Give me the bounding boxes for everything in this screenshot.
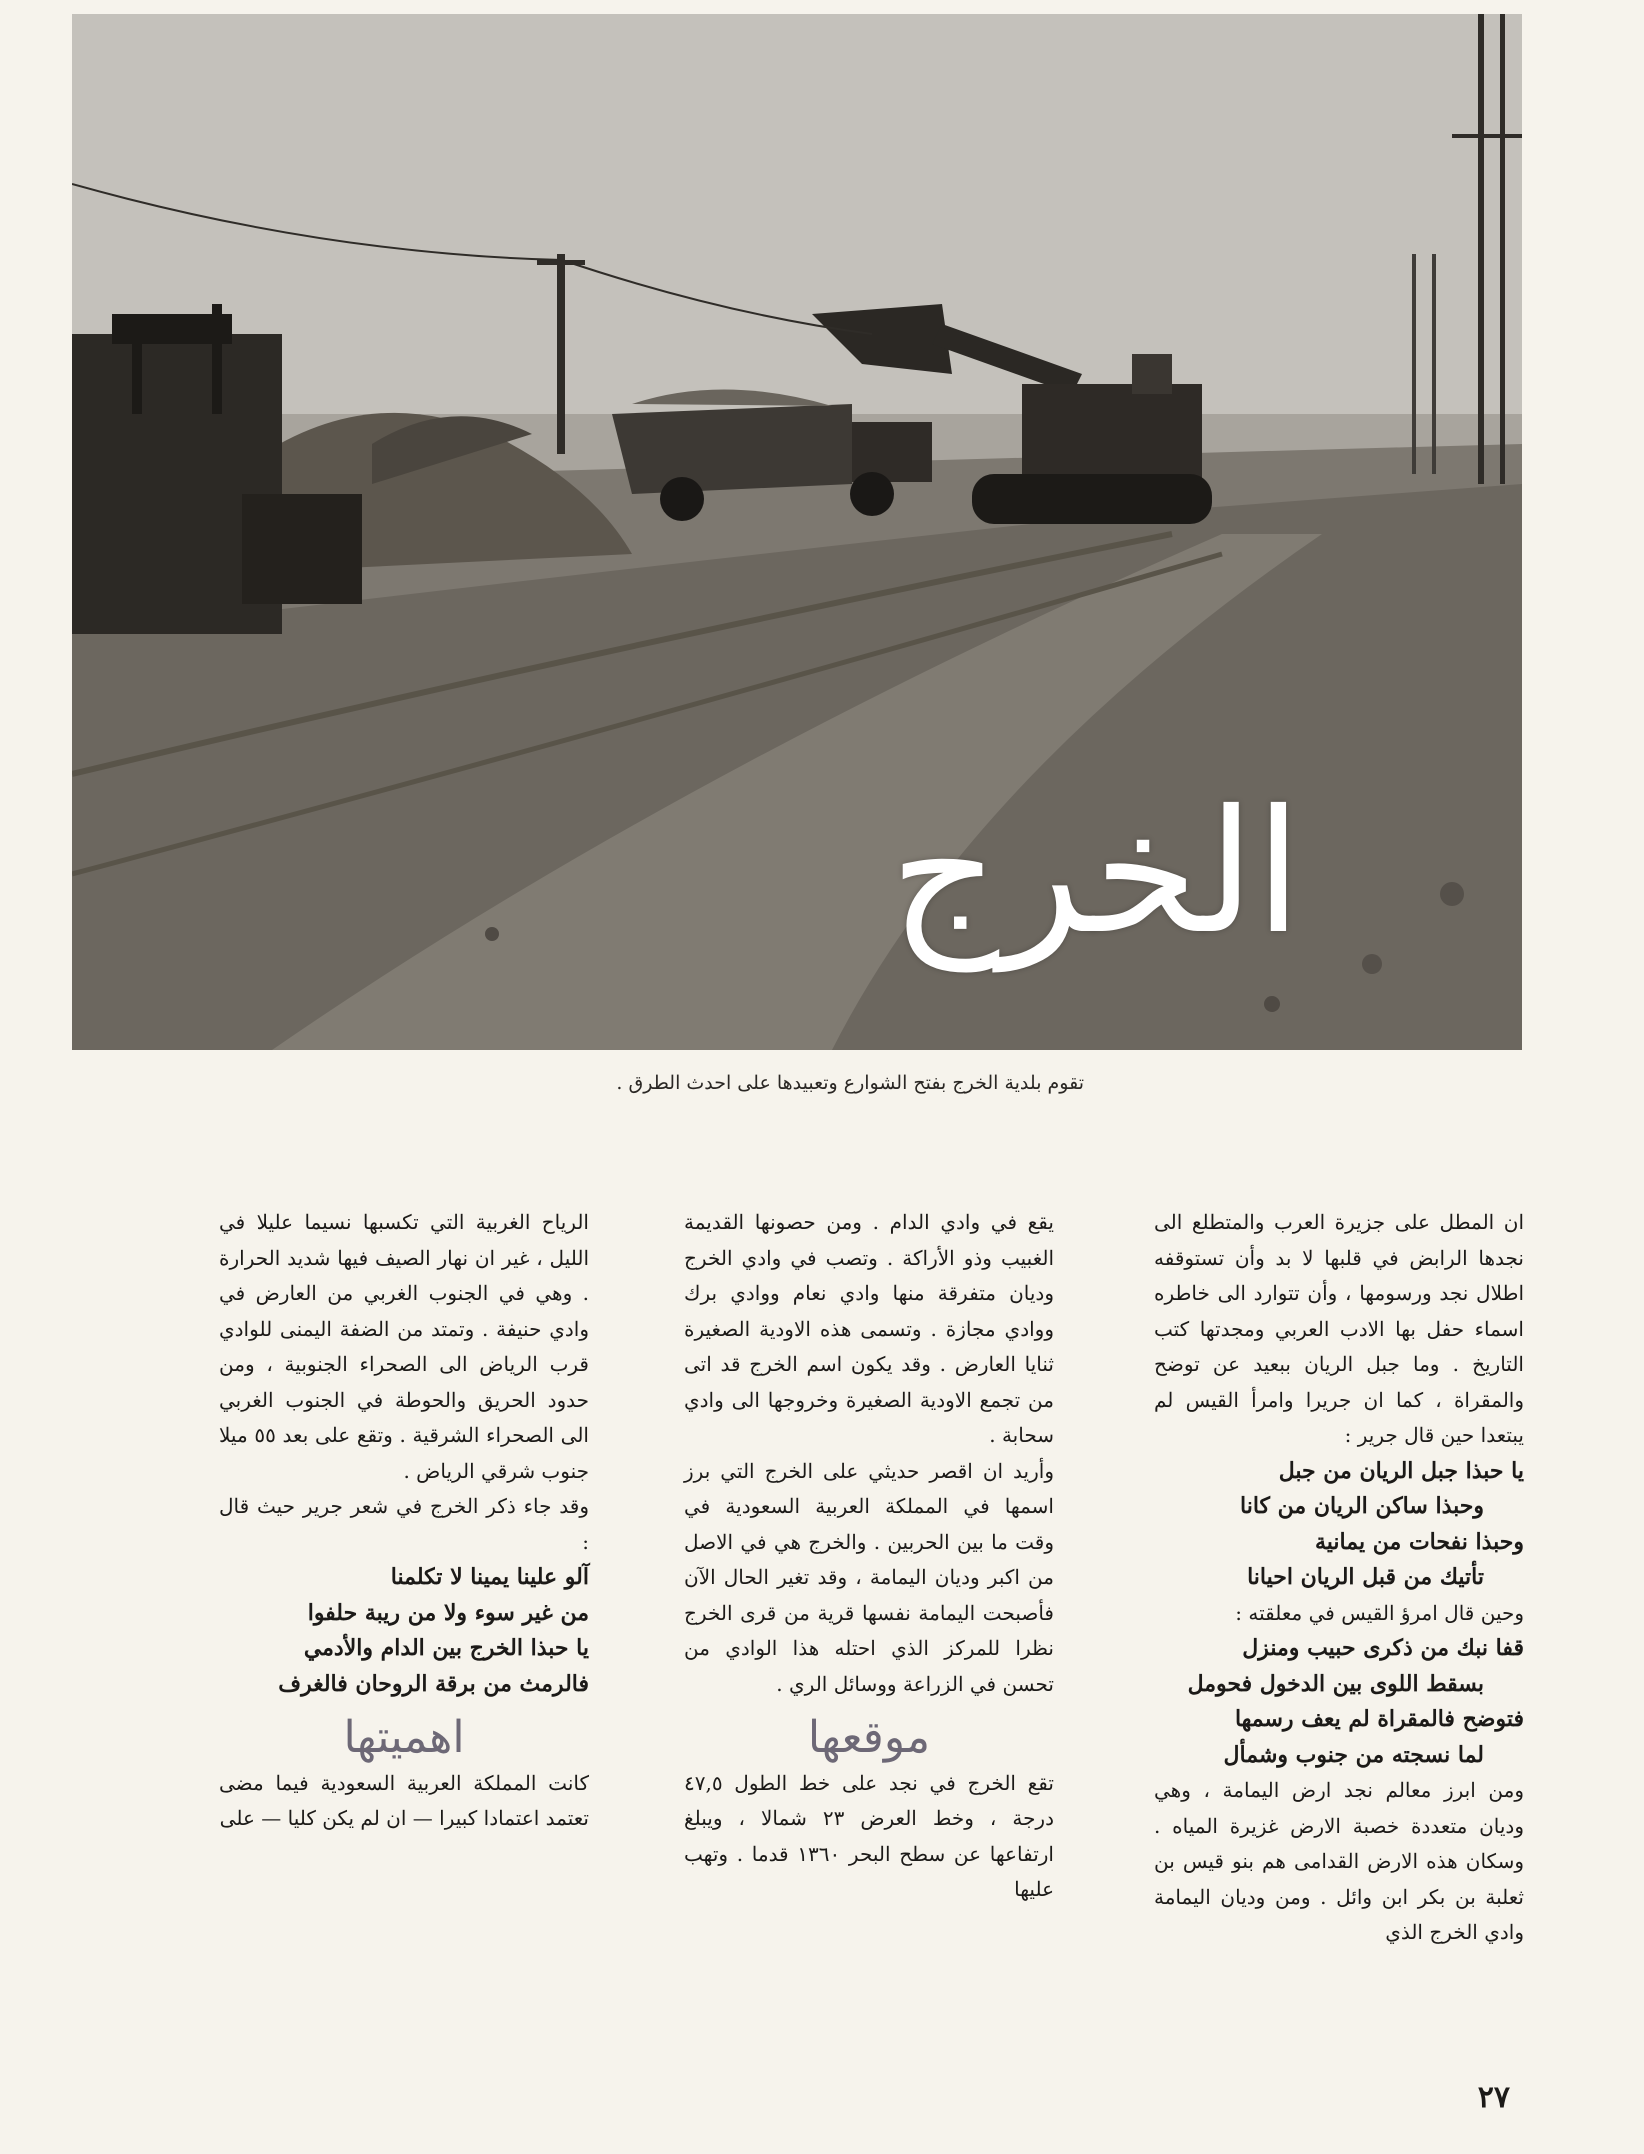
paragraph: ان المطل على جزيرة العرب والمتطلع الى نجدها الرابض في قلبها لا بد وأن تستوقفه اطلال نجد ورسومها ، وأن تتوارد الى خاطره اسماء حفل بها الادب العربي ومجدتها كتب التاريخ . وما جبل الريان ببعيد عن توضح والمقراة ، كما ان جريرا وامرأ القيس لم يبتعدا حين قال جرير :	[1154, 1210, 1524, 1447]
verse-line: من غير سوء ولا من ريبة حلفوا	[307, 1599, 589, 1626]
section-heading-location: موقعها	[807, 1712, 931, 1763]
verse-line: يا حبذا الخرج بين الدام والأدمي	[303, 1635, 589, 1661]
paragraph: تقع الخرج في نجد على خط الطول ٤٧,٥ درجة ، وخط العرض ٢٣ شمالا ، ويبلغ ارتفاعها عن سطح البحر ١٣٦٠ قدما . وتهب عليها	[684, 1770, 1054, 1901]
article-photo	[72, 14, 1522, 1050]
verse-line: وحبذا ساكن الريان من كانا	[1240, 1493, 1484, 1519]
text-column-3	[219, 1205, 589, 2025]
article-title: الخرج	[889, 774, 1302, 972]
verse-line: بسقط اللوى بين الدخول فحومل	[1187, 1670, 1484, 1697]
photo-caption: تقوم بلدية الخرج بفتح الشوارع وتعبيدها على احدث الطرق .	[616, 1072, 1084, 1094]
paragraph: يقع في وادي الدام . ومن حصونها القديمة الغبيب وذو الأراكة . وتصب في وادي الخرج وديان متفرقة منها وادي نعام ووادي برك ووادي مجازة . وتسمى هذه الاودية الصغيرة ثنايا العارض . وقد يكون اسم الخرج قد اتى من تجمع الاودية الصغيرة وخروجها الى وادي سحابة .	[684, 1210, 1054, 1447]
verse-line: وحبذا نفحات من يمانية	[1315, 1528, 1524, 1555]
paragraph: كانت المملكة العربية السعودية فيما مضى تعتمد اعتمادا كبيرا — ان لم يكن كليا — على	[219, 1770, 589, 1830]
verse-line: فتوضح فالمقراة لم يعف رسمها	[1234, 1706, 1524, 1732]
paragraph: ومن ابرز معالم نجد ارض اليمامة ، وهي وديان متعددة خصبة الارض غزيرة المياه . وسكان هذه الارض القدامى هم بنو قيس بن ثعلبة بن بكر ابن وائل . ومن وديان اليمامة وادي الخرج الذي	[1154, 1778, 1524, 1944]
verse-line: آلو علينا يمينا لا تكلمنا	[390, 1564, 589, 1590]
page-number: ٢٧	[1477, 2080, 1510, 2115]
verse-line: لما نسجته من جنوب وشمأل	[1223, 1741, 1484, 1768]
text-column-1	[1154, 1205, 1524, 2025]
text-column-2	[684, 1205, 1054, 2025]
construction-scene-image	[72, 14, 1522, 1050]
verse-line: قفا نبك من ذكرى حبيب ومنزل	[1242, 1635, 1524, 1661]
verse-line: تأتيك من قبل الريان احيانا	[1247, 1564, 1484, 1590]
paragraph: وحين قال امرؤ القيس في معلقته :	[1235, 1600, 1524, 1625]
section-heading-importance: اهميتها	[343, 1712, 465, 1763]
paragraph: وقد جاء ذكر الخرج في شعر جرير حيث قال :	[219, 1494, 589, 1554]
paragraph: الرياح الغربية التي تكسبها نسيما عليلا في الليل ، غير ان نهار الصيف فيها شديد الحرارة . وهي في الجنوب الغربي من العارض في وادي حنيفة . وتمتد من الضفة اليمنى للوادي قرب الرياض الى الصحراء الجنوبية ، ومن حدود الحريق والحوطة في الجنوب الغربي الى الصحراء الشرقية . وتقع على بعد ٥٥ ميلا جنوب شرقي الرياض .	[219, 1210, 589, 1483]
verse-line: يا حبذا جبل الريان من جبل	[1278, 1457, 1524, 1484]
verse-line: فالرمث من برقة الروحان فالغرف	[278, 1670, 589, 1697]
paragraph: وأريد ان اقصر حديثي على الخرج التي برز اسمها في المملكة العربية السعودية في وقت ما بين الحربين . والخرج هي في الاصل من اكبر وديان اليمامة ، وقد تغير الحال الآن فأصبحت اليمامة نفسها قرية من قرى الخرج نظرا للمركز الذي احتله هذا الوادي من تحسن في الزراعة ووسائل الري .	[684, 1458, 1054, 1696]
